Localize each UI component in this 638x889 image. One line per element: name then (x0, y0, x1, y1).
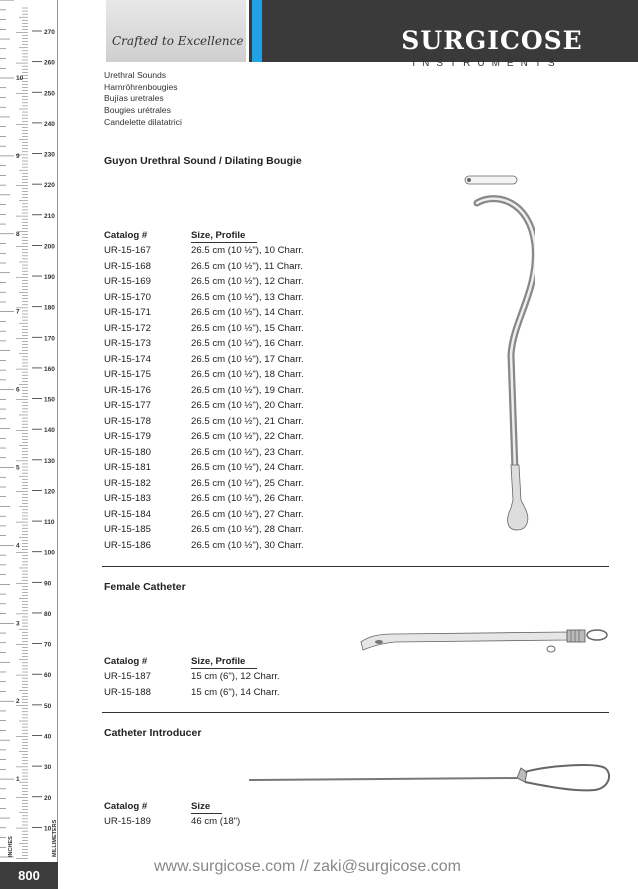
catalog-number: UR-15-189 (104, 816, 151, 827)
table-row (104, 367, 304, 383)
table-header (104, 656, 280, 669)
page-number: 800 (0, 862, 58, 889)
catalog-number: UR-15-186 (104, 539, 151, 551)
catalog-number: UR-15-172 (104, 322, 151, 334)
table-header (104, 801, 240, 814)
size-profile: 26.5 cm (10 ½"), 27 Charr. (191, 508, 304, 520)
category-name: Bougies urétrales (104, 105, 171, 116)
size-profile: 26.5 cm (10 ½"), 23 Charr. (191, 446, 304, 458)
mm-label: 70 (44, 641, 52, 649)
category-name: Candelette dilatatrici (104, 116, 182, 127)
inch-label: 9 (16, 152, 20, 160)
catalog-number: UR-15-173 (104, 338, 151, 349)
catalog-number: UR-15-177 (104, 400, 151, 411)
section-divider (102, 566, 609, 567)
mm-label: 140 (44, 427, 55, 435)
size-profile: 26.5 cm (10 ½"), 16 Charr. (191, 338, 304, 349)
column-header: Catalog # (104, 656, 148, 667)
mm-label: 130 (44, 457, 55, 465)
inch-label: 1 (16, 776, 20, 784)
catalog-number: UR-15-171 (104, 307, 151, 318)
catalog-number: UR-15-174 (104, 353, 151, 365)
size-profile: 26.5 cm (10 ½"), 18 Charr. (191, 369, 304, 380)
size-profile: 46 cm (18") (191, 816, 241, 827)
mm-label: 170 (44, 335, 55, 343)
inch-label: 10 (16, 75, 24, 82)
mm-label: 10 (44, 825, 52, 833)
measuring-ruler (0, 0, 58, 862)
size-profile: 26.5 cm (10 ½"), 10 Charr. (191, 245, 304, 256)
mm-label: 230 (44, 151, 55, 159)
table-row (104, 685, 280, 701)
table-row (104, 476, 304, 492)
table-row (104, 538, 304, 554)
size-profile: 26.5 cm (10 ½"), 28 Charr. (191, 524, 304, 535)
guyon-sound-illustration (455, 170, 535, 540)
catalog-number: UR-15-185 (104, 524, 151, 535)
table-header (104, 230, 304, 243)
mm-label: 40 (44, 733, 52, 741)
ruler-graphic (0, 0, 58, 862)
catalog-number: UR-15-187 (104, 671, 151, 682)
mm-label: 220 (44, 182, 55, 190)
inches-label: INCHES (8, 836, 14, 857)
table-row (104, 445, 304, 461)
column-header: Catalog # (104, 801, 148, 812)
table-row (104, 336, 304, 352)
size-profile: 26.5 cm (10 ½"), 26 Charr. (191, 493, 304, 504)
catalog-table-catheter-introducer (104, 801, 240, 830)
table-row (104, 429, 304, 445)
catalog-number: UR-15-188 (104, 686, 151, 698)
size-profile: 15 cm (6"), 14 Charr. (191, 686, 280, 698)
table-row (104, 491, 304, 507)
mm-label: 20 (44, 794, 52, 802)
catalog-number: UR-15-170 (104, 291, 151, 303)
catalog-number: UR-15-178 (104, 415, 151, 427)
catalog-number: UR-15-168 (104, 260, 151, 272)
column-header: Catalog # (104, 230, 148, 241)
table-row (104, 460, 304, 476)
mm-label: 270 (44, 29, 55, 36)
mm-label: 80 (44, 610, 52, 618)
size-profile: 26.5 cm (10 ½"), 13 Charr. (191, 291, 304, 303)
catalog-table-female-catheter (104, 656, 280, 700)
inch-label: 2 (16, 698, 20, 706)
mm-label: 60 (44, 672, 52, 680)
section-title-guyon: Guyon Urethral Sound / Dilating Bougie (104, 155, 302, 167)
mm-label: 250 (44, 90, 55, 98)
table-row (104, 274, 304, 290)
category-name: Harnröhrenbougies (104, 81, 178, 92)
mm-label: 120 (44, 488, 55, 496)
size-profile: 26.5 cm (10 ½"), 11 Charr. (191, 260, 304, 272)
section-title-female-catheter: Female Catheter (104, 581, 186, 593)
size-profile: 26.5 cm (10 ½"), 12 Charr. (191, 276, 304, 287)
mm-label: 30 (44, 764, 52, 772)
header-tagline-panel (106, 0, 246, 62)
catalog-number: UR-15-167 (104, 245, 151, 256)
sound-tip-detail (465, 176, 517, 184)
mm-label: 260 (44, 59, 55, 67)
mm-label: 160 (44, 365, 55, 373)
mm-label: 210 (44, 212, 55, 220)
table-row (104, 522, 304, 538)
section-title-catheter-introducer: Catheter Introducer (104, 727, 202, 739)
catalog-table-guyon (104, 230, 304, 553)
table-row (104, 507, 304, 523)
mm-label: 200 (44, 243, 55, 251)
footer-contact: www.surgicose.com // zaki@surgicose.com (154, 858, 461, 875)
mm-label: 100 (44, 549, 55, 557)
mm-label: 90 (44, 580, 52, 588)
table-row (104, 383, 304, 399)
catalog-number: UR-15-179 (104, 431, 151, 442)
mm-label: 110 (44, 519, 55, 527)
mm-label: 240 (44, 120, 55, 128)
table-row (104, 352, 304, 368)
table-row (104, 243, 304, 259)
table-row (104, 814, 240, 830)
category-name: Urethral Sounds (104, 70, 167, 80)
size-profile: 26.5 cm (10 ½"), 21 Charr. (191, 415, 304, 427)
size-profile: 26.5 cm (10 ½"), 20 Charr. (191, 400, 304, 411)
size-profile: 26.5 cm (10 ½"), 24 Charr. (191, 462, 304, 473)
inch-label: 3 (16, 620, 20, 628)
size-profile: 26.5 cm (10 ½"), 17 Charr. (191, 353, 304, 365)
category-name: Bujías uretrales (104, 93, 164, 104)
inch-label: 5 (16, 464, 20, 472)
column-header: Size (191, 801, 222, 814)
size-profile: 26.5 cm (10 ½"), 30 Charr. (191, 539, 304, 551)
table-row (104, 398, 304, 414)
table-row (104, 290, 304, 306)
size-profile: 26.5 cm (10 ½"), 25 Charr. (191, 477, 304, 489)
size-profile: 26.5 cm (10 ½"), 14 Charr. (191, 307, 304, 318)
catalog-number: UR-15-175 (104, 369, 151, 380)
table-row (104, 321, 304, 337)
size-profile: 26.5 cm (10 ½"), 15 Charr. (191, 322, 304, 334)
table-row (104, 669, 280, 685)
table-row (104, 259, 304, 275)
table-row (104, 414, 304, 430)
brand-name: SURGICOSE (401, 26, 583, 55)
inch-label: 8 (16, 230, 20, 238)
size-profile: 26.5 cm (10 ½"), 19 Charr. (191, 384, 304, 396)
mm-label: 190 (44, 274, 55, 282)
inch-label: 6 (16, 386, 20, 394)
catalog-number: UR-15-181 (104, 462, 151, 473)
mm-label: 180 (44, 304, 55, 312)
size-profile: 15 cm (6"), 12 Charr. (191, 671, 280, 682)
inch-label: 7 (16, 308, 20, 316)
column-header: Size, Profile (191, 230, 257, 243)
mm-label: 50 (44, 702, 52, 710)
section-divider (102, 712, 609, 713)
header-accent-bar (249, 0, 262, 62)
catalog-number: UR-15-182 (104, 477, 151, 489)
column-header: Size, Profile (191, 656, 257, 669)
female-catheter-illustration (355, 622, 613, 656)
brand-tagline: Crafted to Excellence (112, 34, 244, 48)
table-row (104, 305, 304, 321)
size-profile: 26.5 cm (10 ½"), 22 Charr. (191, 431, 304, 442)
millimeters-label: MILLIMETERS (52, 819, 58, 857)
brand-subtitle: INSTRUMENTS (412, 58, 562, 69)
mm-label: 150 (44, 396, 55, 404)
catheter-introducer-illustration (245, 760, 615, 796)
catalog-number: UR-15-180 (104, 446, 151, 458)
catalog-number: UR-15-176 (104, 384, 151, 396)
catalog-number: UR-15-184 (104, 508, 151, 520)
category-names (104, 70, 182, 129)
catalog-number: UR-15-183 (104, 493, 151, 504)
catalog-number: UR-15-169 (104, 276, 151, 287)
inch-label: 4 (16, 542, 20, 550)
